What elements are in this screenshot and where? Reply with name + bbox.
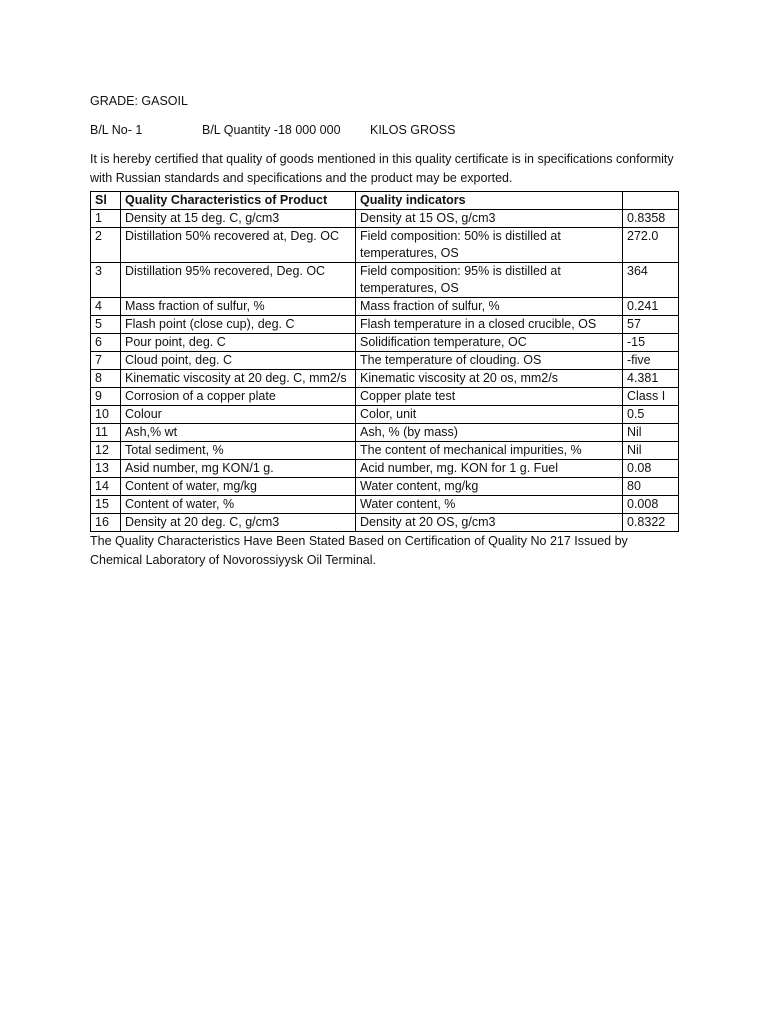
cell-value: 0.008 xyxy=(623,496,679,514)
cell-characteristic: Mass fraction of sulfur, % xyxy=(121,298,356,316)
cell-value: 4.381 xyxy=(623,370,679,388)
header-indicators: Quality indicators xyxy=(356,192,623,210)
cell-serial: 8 xyxy=(91,370,121,388)
cell-value: 364 xyxy=(623,263,679,298)
cell-serial: 11 xyxy=(91,424,121,442)
table-row xyxy=(91,228,679,263)
cell-serial: 1 xyxy=(91,210,121,228)
cell-indicator: Field composition: 95% is distilled at temperatures, OS xyxy=(356,263,623,298)
cell-indicator: Kinematic viscosity at 20 os, mm2/s xyxy=(356,370,623,388)
cell-characteristic: Density at 20 deg. C, g/cm3 xyxy=(121,514,356,532)
table-row xyxy=(91,496,679,514)
cell-indicator: Flash temperature in a closed crucible, OS xyxy=(356,316,623,334)
cell-serial: 5 xyxy=(91,316,121,334)
quality-table xyxy=(90,191,679,532)
cell-characteristic: Distillation 95% recovered, Deg. OC xyxy=(121,263,356,298)
cell-characteristic: Total sediment, % xyxy=(121,442,356,460)
cell-indicator: Mass fraction of sulfur, % xyxy=(356,298,623,316)
cell-indicator: Density at 15 OS, g/cm3 xyxy=(356,210,623,228)
cell-serial: 4 xyxy=(91,298,121,316)
cell-value: -15 xyxy=(623,334,679,352)
table-row xyxy=(91,406,679,424)
cell-value: Nil xyxy=(623,442,679,460)
table-row xyxy=(91,334,679,352)
table-body xyxy=(91,210,679,532)
cell-characteristic: Colour xyxy=(121,406,356,424)
bl-number: B/L No- 1 xyxy=(90,123,143,137)
cell-indicator: Ash, % (by mass) xyxy=(356,424,623,442)
cell-indicator: Color, unit xyxy=(356,406,623,424)
bl-quantity: B/L Quantity -18 000 000 xyxy=(202,123,341,137)
table-row xyxy=(91,298,679,316)
cell-serial: 15 xyxy=(91,496,121,514)
cell-value: -five xyxy=(623,352,679,370)
cell-value: Class I xyxy=(623,388,679,406)
cell-characteristic: Content of water, % xyxy=(121,496,356,514)
table-row xyxy=(91,352,679,370)
cell-serial: 14 xyxy=(91,478,121,496)
table-row xyxy=(91,442,679,460)
cell-serial: 10 xyxy=(91,406,121,424)
table-row xyxy=(91,263,679,298)
cell-characteristic: Content of water, mg/kg xyxy=(121,478,356,496)
cell-characteristic: Kinematic viscosity at 20 deg. C, mm2/s xyxy=(121,370,356,388)
table-header-row xyxy=(91,192,679,210)
bill-of-lading-row xyxy=(90,121,680,139)
cell-indicator: The content of mechanical impurities, % xyxy=(356,442,623,460)
header-value xyxy=(623,192,679,210)
header-characteristics: Quality Characteristics of Product xyxy=(121,192,356,210)
cell-characteristic: Cloud point, deg. C xyxy=(121,352,356,370)
table-row xyxy=(91,316,679,334)
cell-serial: 7 xyxy=(91,352,121,370)
table-row xyxy=(91,388,679,406)
cell-serial: 9 xyxy=(91,388,121,406)
cell-value: 0.8322 xyxy=(623,514,679,532)
table-row xyxy=(91,478,679,496)
cell-indicator: Density at 20 OS, g/cm3 xyxy=(356,514,623,532)
table-row xyxy=(91,424,679,442)
cell-value: 0.08 xyxy=(623,460,679,478)
cell-characteristic: Pour point, deg. C xyxy=(121,334,356,352)
cell-indicator: Water content, mg/kg xyxy=(356,478,623,496)
cell-serial: 2 xyxy=(91,228,121,263)
cell-value: 272.0 xyxy=(623,228,679,263)
cell-characteristic: Distillation 50% recovered at, Deg. OC xyxy=(121,228,356,263)
cell-serial: 3 xyxy=(91,263,121,298)
cell-serial: 13 xyxy=(91,460,121,478)
header-serial: Sl xyxy=(91,192,121,210)
table-row xyxy=(91,514,679,532)
cell-serial: 12 xyxy=(91,442,121,460)
cell-serial: 16 xyxy=(91,514,121,532)
quality-certificate-document xyxy=(90,92,680,570)
cell-value: Nil xyxy=(623,424,679,442)
cell-serial: 6 xyxy=(91,334,121,352)
cell-value: 80 xyxy=(623,478,679,496)
cell-indicator: Solidification temperature, OC xyxy=(356,334,623,352)
table-row xyxy=(91,370,679,388)
cell-indicator: Field composition: 50% is distilled at temperatures, OS xyxy=(356,228,623,263)
cell-indicator: Copper plate test xyxy=(356,388,623,406)
cell-indicator: The temperature of clouding. OS xyxy=(356,352,623,370)
cell-value: 0.8358 xyxy=(623,210,679,228)
cell-value: 57 xyxy=(623,316,679,334)
cell-value: 0.5 xyxy=(623,406,679,424)
bl-unit: KILOS GROSS xyxy=(370,123,456,137)
footer-note: The Quality Characteristics Have Been Stated Based on Certification of Quality No 217 Issued by Chemical Laboratory of Novorossiyysk Oil Terminal. xyxy=(90,534,628,567)
grade-line: GRADE: GASOIL xyxy=(90,94,188,108)
cell-indicator: Water content, % xyxy=(356,496,623,514)
cell-characteristic: Density at 15 deg. C, g/cm3 xyxy=(121,210,356,228)
table-row xyxy=(91,460,679,478)
cell-value: 0.241 xyxy=(623,298,679,316)
cell-characteristic: Flash point (close cup), deg. C xyxy=(121,316,356,334)
certification-statement: It is hereby certified that quality of goods mentioned in this quality certificate is in specifications conformity with Russian standards and specifications and the product may be exported. xyxy=(90,152,674,185)
cell-characteristic: Corrosion of a copper plate xyxy=(121,388,356,406)
cell-indicator: Acid number, mg. KON for 1 g. Fuel xyxy=(356,460,623,478)
table-row xyxy=(91,210,679,228)
cell-characteristic: Ash,% wt xyxy=(121,424,356,442)
cell-characteristic: Asid number, mg KON/1 g. xyxy=(121,460,356,478)
